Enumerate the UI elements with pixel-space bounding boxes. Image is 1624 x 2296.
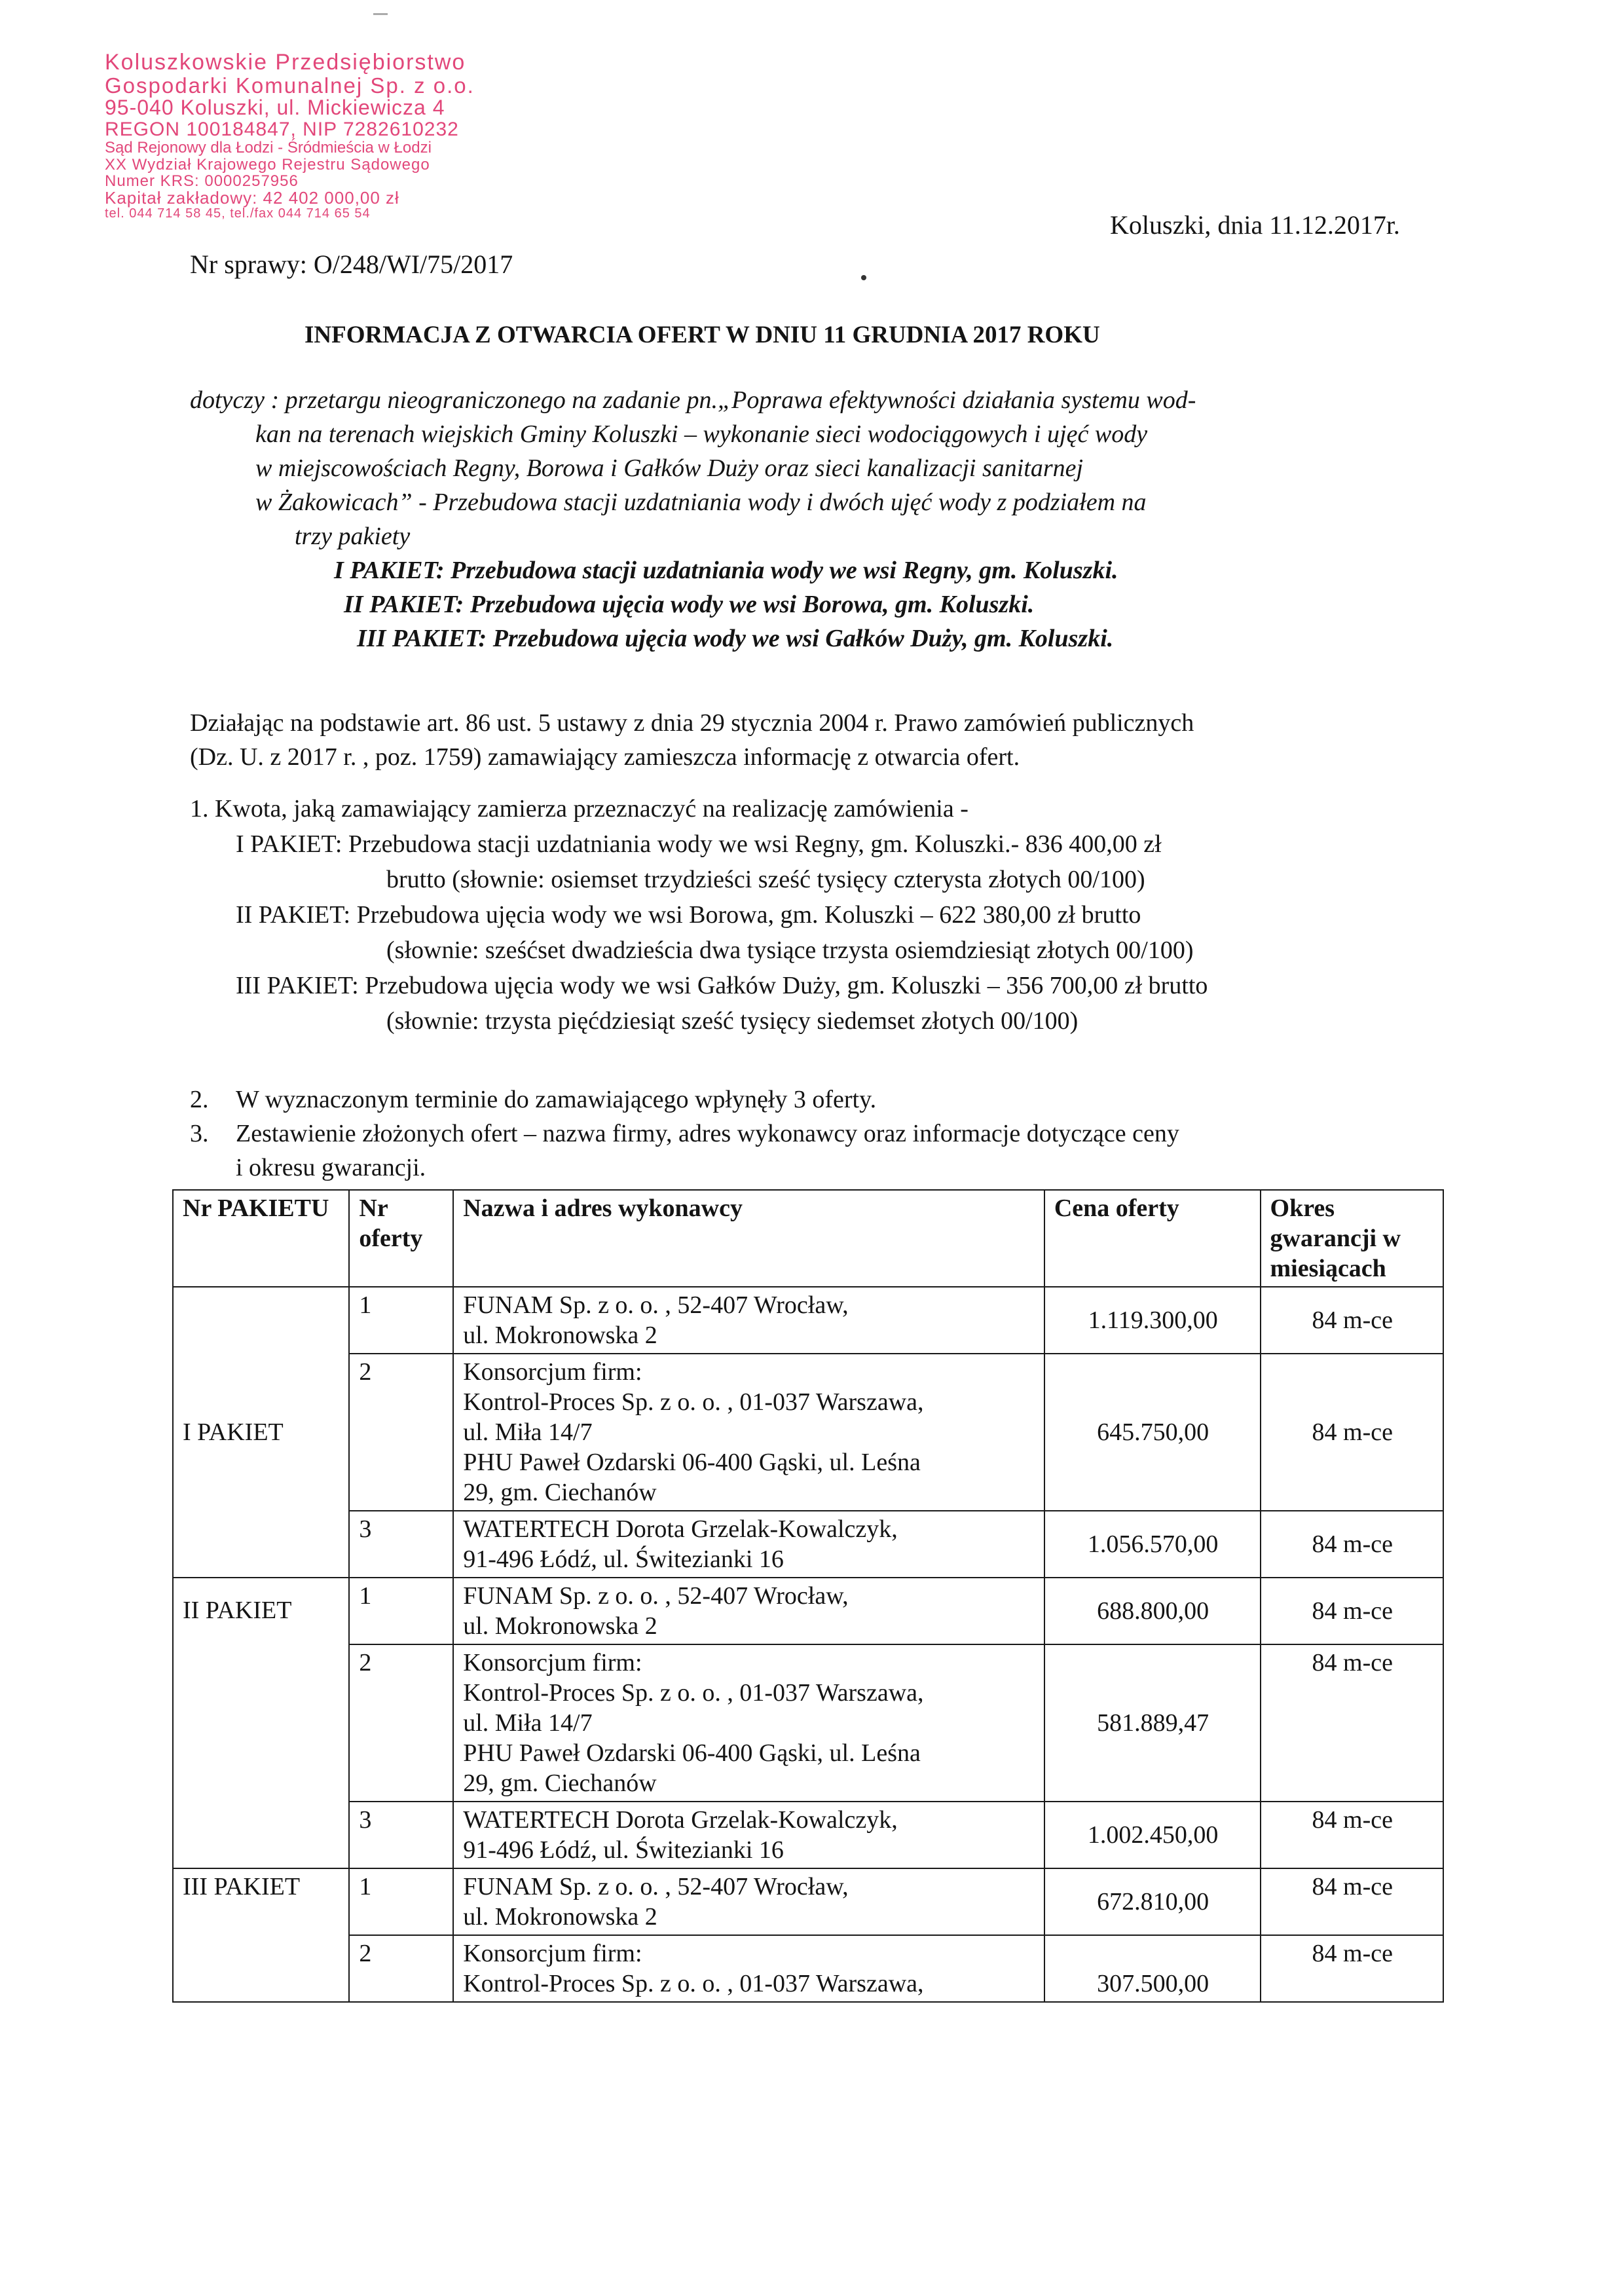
contractor-cell [453, 1644, 1044, 1802]
contractor-cell [453, 1868, 1044, 1935]
stamp-line: REGON 100184847, NIP 7282610232 [105, 118, 459, 140]
contractor-line: FUNAM Sp. z o. o. , 52-407 Wrocław, [463, 1582, 849, 1610]
stamp-line: Sąd Rejonowy dla Łodzi - Śródmieścia w Łodzi [105, 139, 432, 157]
contractor-line: Konsorcjum firm: [463, 1649, 642, 1676]
contractor-line: ul. Mokronowska 2 [463, 1612, 657, 1640]
offer-number: 2 [349, 1644, 453, 1802]
contractor-cell [453, 1935, 1044, 2002]
table-header-row [173, 1190, 1443, 1287]
header-offer-number: Nr oferty [349, 1190, 453, 1287]
contractor-line: WATERTECH Dorota Grzelak-Kowalczyk, [463, 1806, 898, 1834]
offer-price: 688.800,00 [1044, 1578, 1261, 1644]
legal-line: Działając na podstawie art. 86 ust. 5 ustawy z dnia 29 stycznia 2004 r. Prawo zamówień publicznych [190, 709, 1194, 737]
table-row [173, 1287, 1443, 1354]
offer-warranty: 84 m-ce [1261, 1287, 1443, 1354]
point-3 [190, 1117, 1441, 1151]
contractor-line: Konsorcjum firm: [463, 1940, 642, 1967]
company-stamp [105, 51, 602, 221]
pakiet-cell: I PAKIET [173, 1287, 349, 1578]
stamp-line: Kapitał zakładowy: 42 402 000,00 zł [105, 187, 399, 208]
header-contractor: Nazwa i adres wykonawcy [453, 1190, 1044, 1287]
offer-warranty: 84 m-ce [1261, 1802, 1443, 1868]
contractor-line: ul. Miła 14/7 [463, 1418, 593, 1446]
contractor-cell [453, 1354, 1044, 1511]
table-row [173, 1511, 1443, 1578]
amounts-intro: 1. Kwota, jaką zamawiający zamierza przeznaczyć na realizację zamówienia - [190, 795, 969, 823]
pakiet-2-heading: II PAKIET: Przebudowa ujęcia wody we wsi Borowa, gm. Koluszki. [344, 591, 1035, 618]
amount-pakiet-2-words: (słownie: sześćset dwadzieścia dwa tysiące trzysta osiemdziesiąt złotych 00/100) [386, 936, 1194, 964]
offer-price: 645.750,00 [1044, 1354, 1261, 1511]
offer-number: 1 [349, 1868, 453, 1935]
offer-warranty: 84 m-ce [1261, 1578, 1443, 1644]
contractor-line: Kontrol-Proces Sp. z o. o. , 01-037 Warszawa, [463, 1970, 924, 1997]
subject-line: trzy pakiety [295, 523, 411, 550]
point-3-continued [190, 1151, 1441, 1185]
contractor-line: Konsorcjum firm: [463, 1358, 642, 1386]
header-pakiet: Nr PAKIETU [173, 1190, 349, 1287]
contractor-line: 29, gm. Ciechanów [463, 1769, 657, 1797]
point-text: Zestawienie złożonych ofert – nazwa firmy, adres wykonawcy oraz informacje dotyczące ceny [236, 1120, 1179, 1147]
point-2 [190, 1083, 1441, 1117]
amount-pakiet-3-words: (słownie: trzysta pięćdziesiąt sześć tysięcy siedemset złotych 00/100) [386, 1007, 1079, 1035]
contractor-cell [453, 1511, 1044, 1578]
subject-paragraph [190, 383, 1434, 656]
header-price: Cena oferty [1044, 1190, 1261, 1287]
subject-line: w Żakowicach” - Przebudowa stacji uzdatniania wody i dwóch ujęć wody z podziałem na [255, 489, 1147, 516]
contractor-cell [453, 1287, 1044, 1354]
offers-table [172, 1189, 1444, 2003]
offer-price: 307.500,00 [1044, 1935, 1261, 2002]
contractor-cell [453, 1578, 1044, 1644]
table-row [173, 1935, 1443, 2002]
contractor-line: Kontrol-Proces Sp. z o. o. , 01-037 Warszawa, [463, 1388, 924, 1416]
point-text: i okresu gwarancji. [236, 1154, 426, 1181]
budget-amounts [190, 791, 1441, 1039]
contractor-line: 29, gm. Ciechanów [463, 1479, 657, 1506]
subject-line: dotyczy : przetargu nieograniczonego na zadanie pn.„Poprawa efektywności działania systemu wod- [190, 386, 1196, 414]
contractor-line: Kontrol-Proces Sp. z o. o. , 01-037 Warszawa, [463, 1679, 924, 1707]
stamp-line: Koluszkowskie Przedsiębiorstwo [105, 50, 466, 75]
offer-warranty: 84 m-ce [1261, 1511, 1443, 1578]
contractor-line: PHU Paweł Ozdarski 06-400 Gąski, ul. Leśna [463, 1739, 921, 1767]
pakiet-3-heading: III PAKIET: Przebudowa ujęcia wody we wsi Gałków Duży, gm. Koluszki. [357, 625, 1114, 652]
amount-pakiet-2: II PAKIET: Przebudowa ujęcia wody we wsi Borowa, gm. Koluszki – 622 380,00 zł brutto [236, 901, 1141, 929]
stamp-line: Numer KRS: 0000257956 [105, 172, 299, 190]
amount-pakiet-1-words: brutto (słownie: osiemset trzydzieści sześć tysięcy czterysta złotych 00/100) [386, 866, 1145, 893]
stamp-line: XX Wydział Krajowego Rejestru Sądowego [105, 155, 430, 174]
contractor-line: 91-496 Łódź, ul. Świtezianki 16 [463, 1836, 784, 1864]
stamp-line: Gospodarki Komunalnej Sp. z o.o. [105, 73, 475, 98]
offer-number: 3 [349, 1511, 453, 1578]
contractor-line: ul. Mokronowska 2 [463, 1322, 657, 1349]
amount-pakiet-1: I PAKIET: Przebudowa stacji uzdatniania wody we wsi Regny, gm. Koluszki.- 836 400,00 zł [236, 830, 1162, 858]
contractor-line: ul. Miła 14/7 [463, 1709, 593, 1737]
table-row [173, 1802, 1443, 1868]
ink-dot [861, 275, 866, 280]
offer-price: 1.056.570,00 [1044, 1511, 1261, 1578]
offer-number: 2 [349, 1935, 453, 2002]
table-row [173, 1578, 1443, 1644]
offer-number: 1 [349, 1287, 453, 1354]
contractor-cell [453, 1802, 1044, 1868]
point-number: 3. [190, 1120, 209, 1147]
scan-mark [373, 13, 388, 15]
pakiet-cell: III PAKIET [173, 1868, 349, 2002]
table-row [173, 1868, 1443, 1935]
stamp-line: tel. 044 714 58 45, tel./fax 044 714 65 54 [105, 206, 371, 221]
legal-basis [190, 706, 1434, 774]
contractor-line: 91-496 Łódź, ul. Świtezianki 16 [463, 1546, 784, 1573]
subject-line: w miejscowościach Regny, Borowa i Gałków Duży oraz sieci kanalizacji sanitarnej [255, 454, 1084, 482]
offer-price: 581.889,47 [1044, 1644, 1261, 1802]
numbered-points [190, 1083, 1441, 1185]
subject-line: kan na terenach wiejskich Gminy Koluszki – wykonanie sieci wodociągowych i ujęć wody [255, 420, 1148, 448]
header-warranty: Okres gwarancji w miesiącach [1261, 1190, 1443, 1287]
offer-number: 2 [349, 1354, 453, 1511]
document-date: Koluszki, dnia 11.12.2017r. [1110, 210, 1400, 240]
offer-price: 672.810,00 [1044, 1868, 1261, 1935]
offer-warranty: 84 m-ce [1261, 1644, 1443, 1802]
offer-price: 1.002.450,00 [1044, 1802, 1261, 1868]
table-row [173, 1644, 1443, 1802]
point-text: W wyznaczonym terminie do zamawiającego wpłynęły 3 oferty. [236, 1086, 877, 1113]
legal-line: (Dz. U. z 2017 r. , poz. 1759) zamawiający zamieszcza informację z otwarcia ofert. [190, 743, 1020, 771]
offer-warranty: 84 m-ce [1261, 1935, 1443, 2002]
contractor-line: WATERTECH Dorota Grzelak-Kowalczyk, [463, 1515, 898, 1543]
offer-number: 3 [349, 1802, 453, 1868]
contractor-line: FUNAM Sp. z o. o. , 52-407 Wrocław, [463, 1873, 849, 1900]
point-number: 2. [190, 1086, 209, 1113]
table-row [173, 1354, 1443, 1511]
document-title: INFORMACJA Z OTWARCIA OFERT W DNIU 11 GRUDNIA 2017 ROKU [304, 322, 1100, 348]
offer-price: 1.119.300,00 [1044, 1287, 1261, 1354]
contractor-line: PHU Paweł Ozdarski 06-400 Gąski, ul. Leśna [463, 1449, 921, 1476]
pakiet-1-heading: I PAKIET: Przebudowa stacji uzdatniania wody we wsi Regny, gm. Koluszki. [334, 557, 1118, 584]
pakiet-cell: II PAKIET [173, 1578, 349, 1868]
offer-number: 1 [349, 1578, 453, 1644]
contractor-line: FUNAM Sp. z o. o. , 52-407 Wrocław, [463, 1291, 849, 1319]
offer-warranty: 84 m-ce [1261, 1354, 1443, 1511]
case-number: Nr sprawy: O/248/WI/75/2017 [190, 250, 513, 279]
offer-warranty: 84 m-ce [1261, 1868, 1443, 1935]
contractor-line: ul. Mokronowska 2 [463, 1903, 657, 1931]
stamp-line: 95-040 Koluszki, ul. Mickiewicza 4 [105, 96, 445, 120]
amount-pakiet-3: III PAKIET: Przebudowa ujęcia wody we wsi Gałków Duży, gm. Koluszki – 356 700,00 zł brutto [236, 972, 1208, 999]
